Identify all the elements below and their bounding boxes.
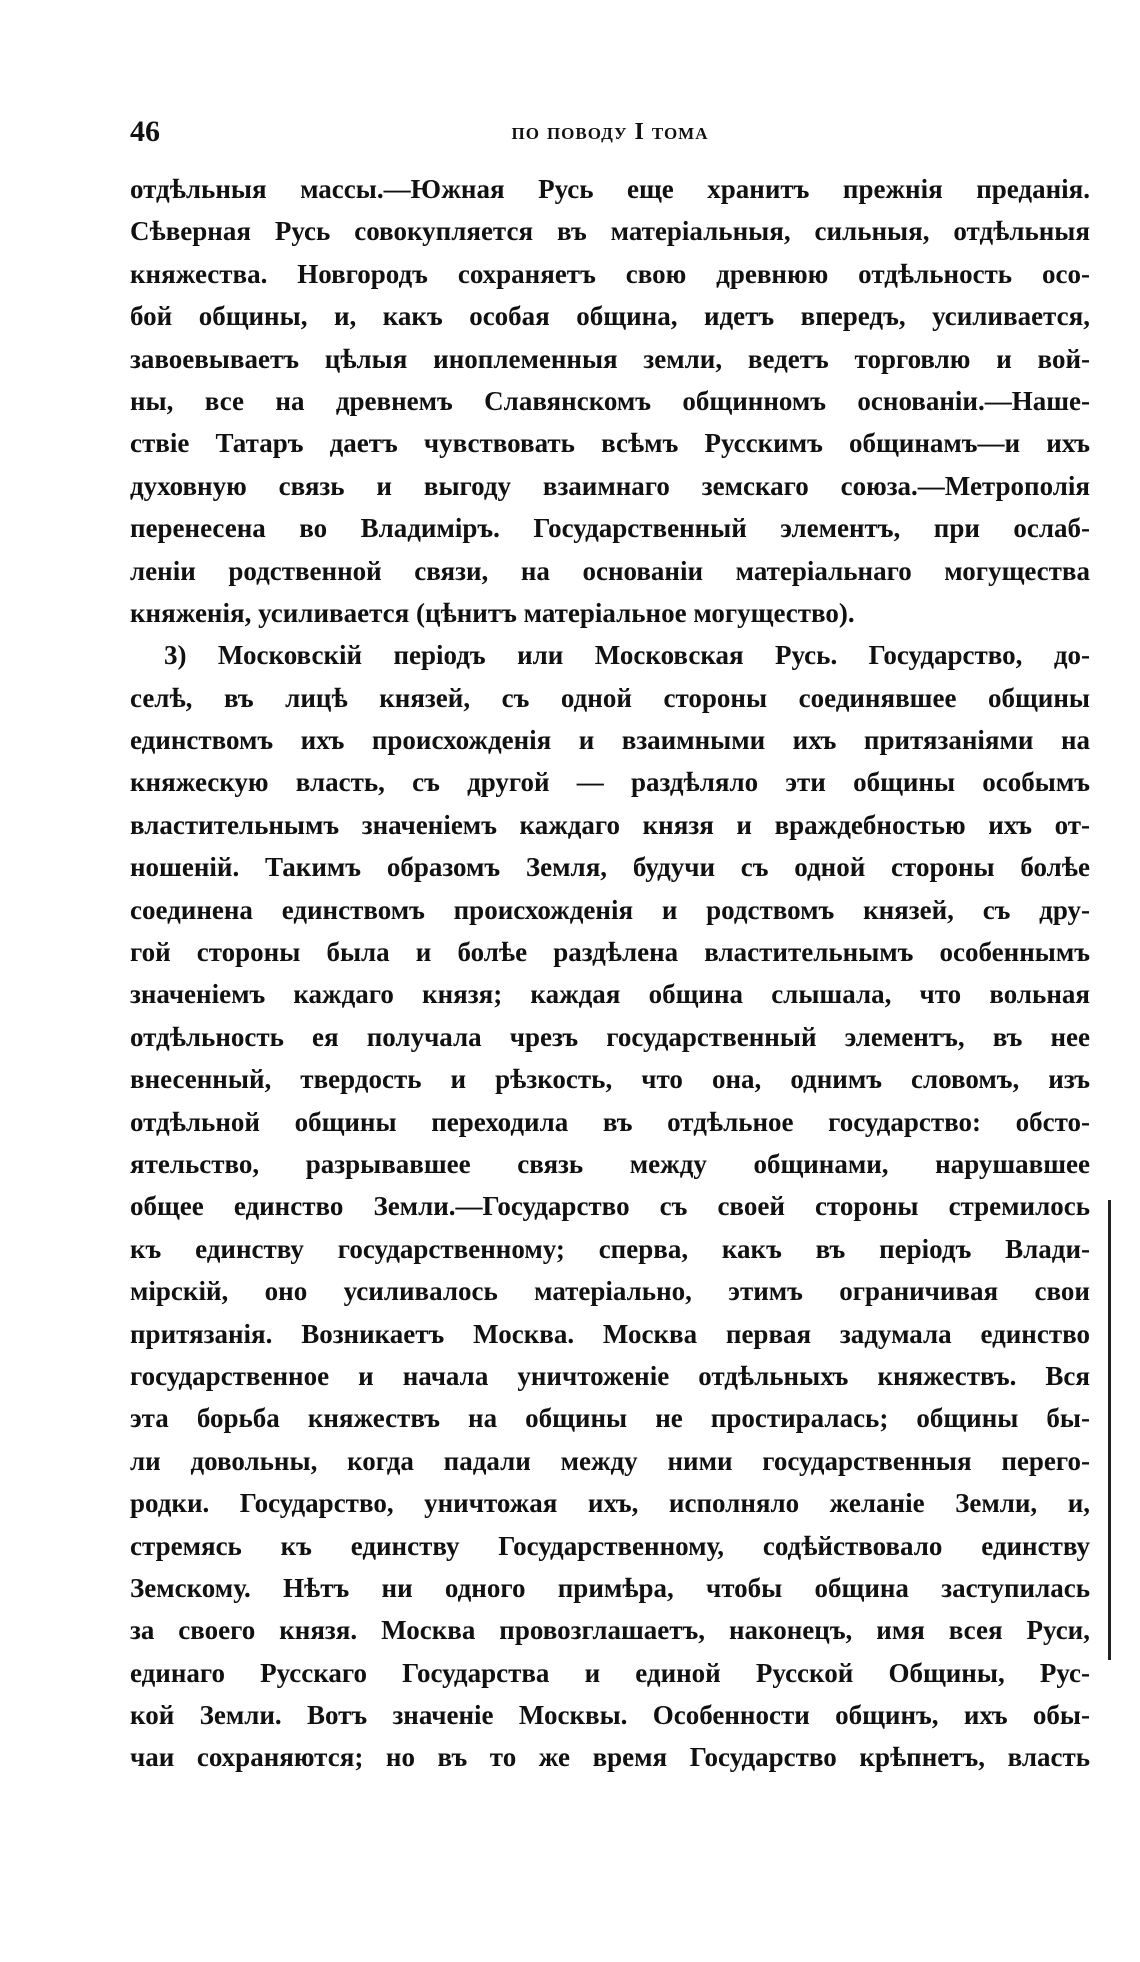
text-line: притязанія. Возникаетъ Москва. Москва первая задумала единство [130, 1318, 1090, 1349]
text-line: единаго Русскаго Государства и единой Русской Общины, Рус- [130, 1657, 1090, 1688]
text-line: Сѣверная Русь совокупляется въ матеріальныя, сильныя, отдѣльныя [130, 216, 1090, 247]
page-header [130, 115, 1090, 155]
text-line: властительнымъ значеніемъ каждаго князя и враждебностью ихъ от- [130, 809, 1090, 840]
running-title: по поводу I тома [511, 119, 709, 145]
text-line: бой общины, и, какъ особая община, идетъ впередъ, усиливается, [130, 301, 1090, 332]
text-line: единствомъ ихъ происхожденія и взаимными ихъ притязаніями на [130, 725, 1090, 756]
text-line: княжескую власть, съ другой — раздѣляло эти общины особымъ [130, 767, 1090, 798]
text-line: родки. Государство, уничтожая ихъ, исполняло желаніе Земли, и, [130, 1488, 1090, 1519]
text-line: за своего князя. Москва провозглашаетъ, наконецъ, имя всея Руси, [130, 1615, 1090, 1646]
text-line: эта борьба княжествъ на общины не простиралась; общины бы- [130, 1403, 1090, 1434]
text-line: чаи сохраняются; но въ то же время Государство крѣпнетъ, власть [130, 1742, 1090, 1773]
text-line: леніи родственной связи, на основаніи матеріальнаго могущества [130, 555, 1090, 586]
margin-rule [1108, 1200, 1111, 1660]
text-line: мірскій, оно усиливалось матеріально, этимъ ограничивая свои [130, 1276, 1090, 1307]
text-line: отдѣльность ея получала чрезъ государственный элементъ, въ нее [130, 1021, 1090, 1052]
text-line: ствіе Татаръ даетъ чувствовать всѣмъ Русскимъ общинамъ—и ихъ [130, 428, 1090, 459]
text-line: княженія, усиливается (цѣнитъ матеріальное могущество). [130, 597, 855, 628]
text-line: внесенный, твердость и рѣзкость, что она, однимъ словомъ, изъ [130, 1064, 1090, 1095]
text-line: значеніемъ каждаго князя; каждая община слышала, что вольная [130, 979, 1090, 1010]
text-line: ношеній. Такимъ образомъ Земля, будучи съ одной стороны болѣе [130, 852, 1090, 883]
text-line: соединена единствомъ происхожденія и родствомъ князей, съ дру- [130, 894, 1090, 925]
text-line: отдѣльныя массы.—Южная Русь еще хранитъ прежнія преданія. [130, 174, 1090, 204]
text-line: общее единство Земли.—Государство съ своей стороны стремилось [130, 1191, 1090, 1222]
text-line: ны, все на древнемъ Славянскомъ общинномъ основаніи.—Наше- [130, 385, 1090, 416]
text-line: завоевываетъ цѣлыя иноплеменныя земли, ведетъ торговлю и вой- [130, 343, 1090, 374]
text-line: государственное и начала уничтоженіе отдѣльныхъ княжествъ. Вся [130, 1360, 1090, 1391]
text-line: къ единству государственному; сперва, какъ въ періодъ Влади- [130, 1233, 1090, 1264]
text-line: ли довольны, когда падали между ними государственныя перего- [130, 1445, 1090, 1476]
text-line: стремясь къ единству Государственному, содѣйствовало единству [130, 1530, 1090, 1561]
page-number: 46 [130, 115, 160, 148]
text-line: селѣ, въ лицѣ князей, съ одной стороны соединявшее общины [130, 682, 1090, 713]
text-line: кой Земли. Вотъ значеніе Москвы. Особенности общинъ, ихъ обы- [130, 1700, 1090, 1731]
text-line: гой стороны была и болѣе раздѣлена властительнымъ особеннымъ [130, 937, 1090, 968]
text-line: перенесена во Владиміръ. Государственный элементъ, при ослаб- [130, 513, 1090, 544]
text-line: отдѣльной общины переходила въ отдѣльное государство: обсто- [130, 1106, 1090, 1137]
text-line: 3) Московскій періодъ или Московская Русь. Государство, до- [164, 640, 1090, 671]
text-line: княжества. Новгородъ сохраняетъ свою древнюю отдѣльность осо- [130, 258, 1090, 289]
body-text [130, 168, 1090, 1779]
text-line: ятельство, разрывавшее связь между общинами, нарушавшее [130, 1148, 1090, 1179]
text-line: духовную связь и выгоду взаимнаго земскаго союза.—Метрополія [130, 470, 1090, 501]
text-line: Земскому. Нѣтъ ни одного примѣра, чтобы община заступилась [130, 1572, 1090, 1603]
